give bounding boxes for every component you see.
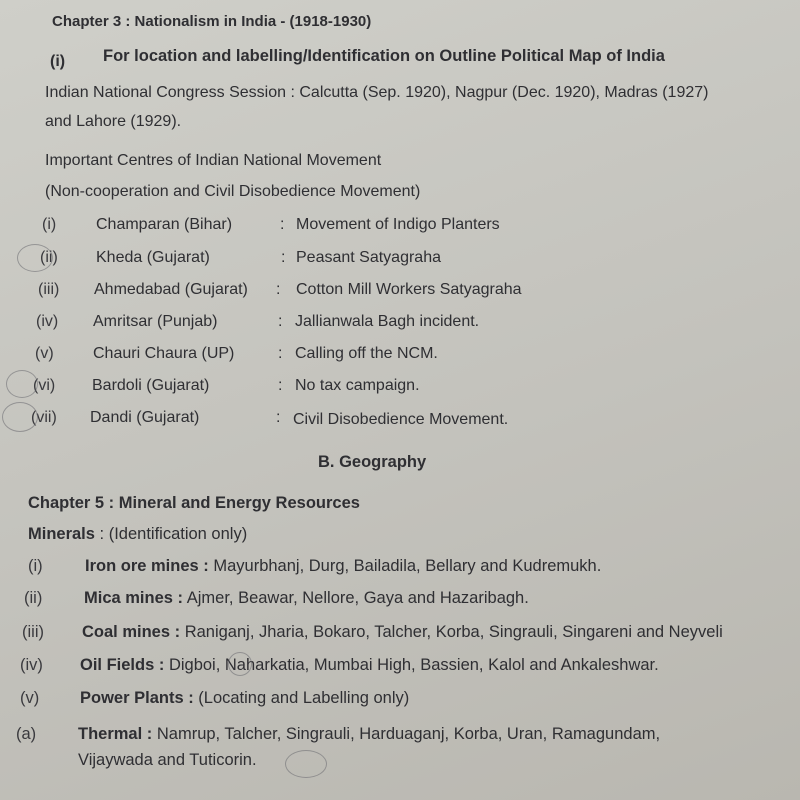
geo-item-label: Power Plants :: [80, 689, 194, 707]
map-heading-number: (i): [50, 53, 66, 70]
centre-place: Champaran (Bihar): [96, 216, 233, 233]
centre-separator: :: [278, 345, 283, 362]
geo-item-label: Coal mines :: [82, 623, 181, 641]
centre-separator: :: [281, 249, 286, 266]
geo-item-text: Digboi, Naharkatia, Mumbai High, Bassien, Kalol and Ankaleshwar.: [164, 656, 659, 674]
geo-item-num: (i): [28, 557, 43, 575]
geo-item-num: (v): [20, 689, 40, 707]
centre-event: Calling off the NCM.: [295, 345, 438, 362]
pencil-circle-mark: [17, 244, 53, 272]
centre-place: Dandi (Gujarat): [90, 409, 200, 426]
geo-item-num: (iii): [22, 623, 44, 641]
geo-item-num: (ii): [24, 589, 43, 607]
centre-place: Amritsar (Punjab): [93, 313, 218, 330]
centre-event: Peasant Satyagraha: [296, 249, 441, 266]
congress-session-line1: Indian National Congress Session : Calcutta (Sep. 1920), Nagpur (Dec. 1920), Madras (1927): [45, 84, 709, 101]
geo-item: [78, 724, 660, 744]
geo-item: [80, 688, 409, 708]
geo-item-text: Namrup, Talcher, Singrauli, Harduaganj, Korba, Uran, Ramagundam,: [152, 725, 661, 743]
minerals-note: : (Identification only): [94, 525, 248, 543]
centre-event: Movement of Indigo Planters: [296, 216, 500, 233]
centres-subheading: (Non-cooperation and Civil Disobedience Movement): [45, 183, 421, 200]
geo-item-label: Thermal :: [78, 725, 153, 743]
pencil-circle-mark: [2, 402, 38, 432]
geography-chapter-title: Chapter 5 : Mineral and Energy Resources: [28, 494, 360, 512]
congress-session-line2: and Lahore (1929).: [45, 113, 182, 130]
centre-num: (iii): [38, 281, 60, 298]
geo-item: [85, 556, 601, 576]
centre-num: (ii): [40, 249, 58, 266]
pencil-circle-mark: [228, 652, 252, 676]
geo-item-label: Mica mines :: [84, 589, 184, 607]
centre-event: Jallianwala Bagh incident.: [295, 313, 480, 330]
thermal-continuation: Vijaywada and Tuticorin.: [78, 751, 257, 769]
geo-item: [80, 655, 659, 675]
centre-separator: :: [276, 281, 281, 298]
pencil-circle-mark: [285, 750, 327, 778]
centre-event: Cotton Mill Workers Satyagraha: [296, 281, 522, 298]
centre-place: Bardoli (Gujarat): [92, 377, 210, 394]
centre-place: Kheda (Gujarat): [96, 249, 210, 266]
centres-heading: Important Centres of Indian National Movement: [45, 152, 382, 169]
geo-item: [84, 588, 529, 608]
centre-event: Civil Disobedience Movement.: [293, 411, 509, 428]
centre-num: (i): [42, 216, 57, 233]
centre-num: (vii): [31, 409, 57, 426]
centre-num: (v): [35, 345, 54, 362]
geo-item-text: Mayurbhanj, Durg, Bailadila, Bellary and Kudremukh.: [208, 557, 602, 575]
geo-item: [82, 622, 723, 642]
centre-place: Chauri Chaura (UP): [93, 345, 235, 362]
centre-num: (vi): [33, 377, 56, 394]
minerals-label: Minerals: [28, 525, 95, 543]
map-heading: For location and labelling/Identification on Outline Political Map of India: [103, 47, 665, 65]
geo-item-num: (a): [16, 725, 37, 743]
centre-num: (iv): [36, 313, 59, 330]
history-chapter-title: Chapter 3 : Nationalism in India - (1918-1930): [52, 13, 372, 30]
centre-place: Ahmedabad (Gujarat): [94, 281, 248, 298]
geo-item-label: Iron ore mines :: [85, 557, 209, 575]
geography-section-title: B. Geography: [318, 453, 427, 471]
geo-item-label: Oil Fields :: [80, 656, 165, 674]
geo-item-text: (Locating and Labelling only): [193, 689, 410, 707]
centre-separator: :: [278, 313, 283, 330]
centre-separator: :: [280, 216, 285, 233]
geo-item-text: Ajmer, Beawar, Nellore, Gaya and Hazaribagh.: [183, 589, 529, 607]
centre-event: No tax campaign.: [295, 377, 420, 394]
centre-separator: :: [278, 377, 283, 394]
minerals-line: [28, 524, 247, 544]
geo-item-num: (iv): [20, 656, 43, 674]
geo-item-text: Raniganj, Jharia, Bokaro, Talcher, Korba, Singrauli, Singareni and Neyveli: [180, 623, 723, 641]
centre-separator: :: [276, 409, 281, 426]
pencil-circle-mark: [6, 370, 38, 398]
